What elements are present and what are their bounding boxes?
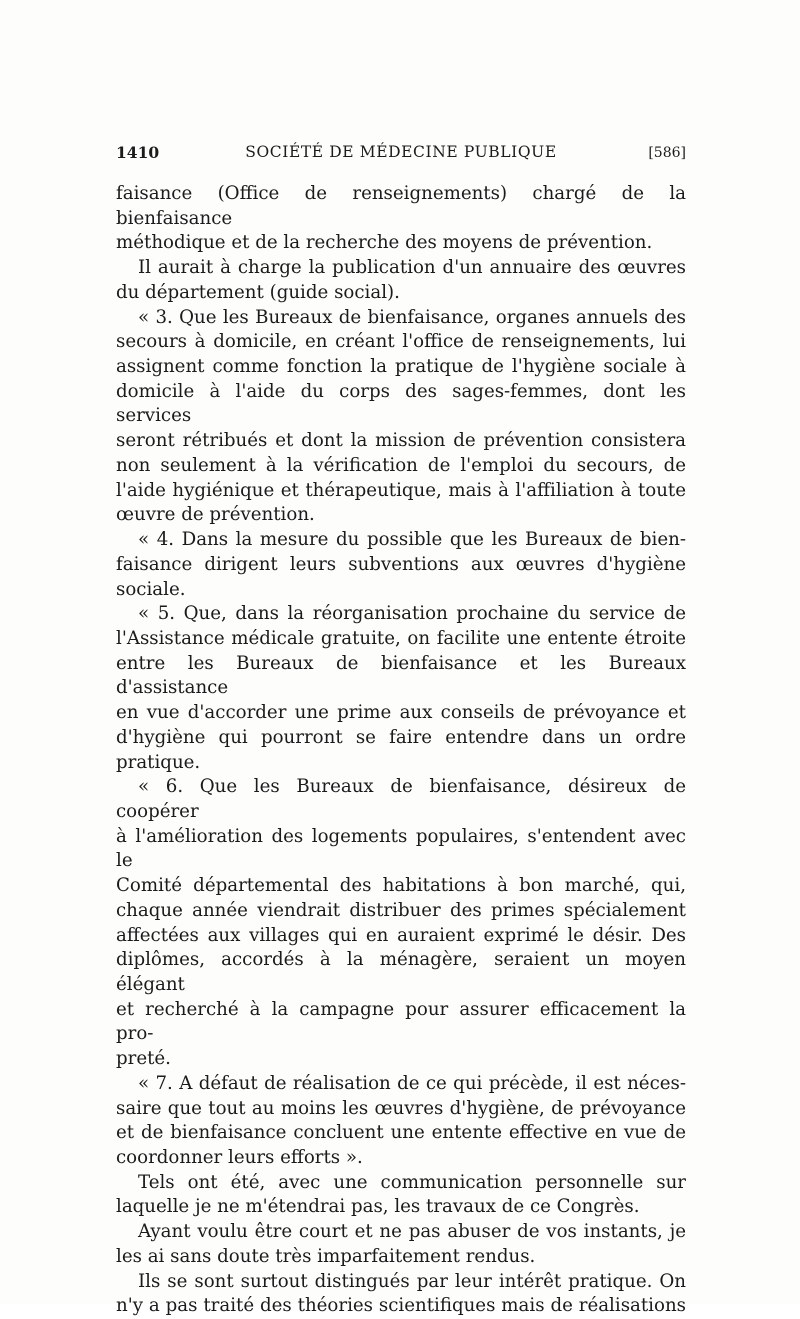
text-line: chaque année viendrait distribuer des primes spécialement (116, 899, 686, 921)
text-line: sociale. (116, 578, 186, 600)
text-line: saire que tout au moins les œuvres d'hygiène, de prévoyance (116, 1097, 686, 1119)
text-line: Ils se sont surtout distingués par leur intérêt pratique. On (138, 1270, 686, 1292)
text-line: « 3. Que les Bureaux de bienfaisance, organes annuels des (138, 306, 686, 328)
text-line: Ayant voulu être court et ne pas abuser de vos instants, je (138, 1221, 686, 1243)
text-line: assignent comme fonction la pratique de l'hygiène sociale à (116, 356, 686, 378)
text-line: entre les Bureaux de bienfaisance et les Bureaux d'assistance (116, 652, 686, 699)
body-text (116, 182, 686, 1319)
text-line: non seulement à la vérification de l'emploi du secours, de (116, 454, 686, 476)
text-line: « 5. Que, dans la réorganisation prochaine du service de (138, 603, 686, 625)
text-line: laquelle je ne m'étendrai pas, les travaux de ce Congrès. (116, 1196, 640, 1218)
text-line: du département (guide social). (116, 281, 400, 303)
text-line: œuvre de prévention. (116, 504, 315, 526)
text-line: Comité départemental des habitations à bon marché, qui, (116, 875, 686, 897)
text-line: seront rétribués et dont la mission de prévention consistera (116, 430, 686, 452)
text-line: domicile à l'aide du corps des sages-femmes, dont les services (116, 380, 686, 427)
text-line: preté. (116, 1048, 171, 1070)
text-line: l'aide hygiénique et thérapeutique, mais à l'affiliation à toute (116, 479, 686, 501)
text-line: les ai sans doute très imparfaitement rendus. (116, 1245, 536, 1267)
text-line: en vue d'accorder une prime aux conseils de prévoyance et (116, 702, 686, 724)
original-page-reference: [586] (648, 145, 686, 161)
text-line: « 4. Dans la mesure du possible que les Bureaux de bien- (138, 529, 686, 551)
text-line: faisance dirigent leurs subventions aux œuvres d'hygiène (116, 553, 686, 575)
running-header (116, 143, 686, 173)
running-title: SOCIÉTÉ DE MÉDECINE PUBLIQUE (245, 143, 557, 161)
text-line: « 6. Que les Bureaux de bienfaisance, désireux de coopérer (116, 776, 686, 822)
text-line: d'hygiène qui pourront se faire entendre dans un ordre (116, 726, 686, 748)
text-line: diplômes, accordés à la ménagère, seraient un moyen élégant (116, 949, 686, 995)
text-line: et de bienfaisance concluent une entente effective en vue de (116, 1122, 686, 1144)
text-line: affectées aux villages qui en auraient exprimé le désir. Des (116, 924, 686, 946)
text-line: coordonner leurs efforts ». (116, 1147, 363, 1169)
text-line: à l'amélioration des logements populaires, s'entendent avec le (116, 825, 686, 872)
text-line: n'y a pas traité des théories scientifiques mais de réalisations (116, 1295, 686, 1317)
text-line: « 7. A défaut de réalisation de ce qui précède, il est néces- (138, 1072, 686, 1094)
text-line: méthodique et de la recherche des moyens de prévention. (116, 232, 653, 254)
text-line: faisance (Office de renseignements) chargé de la bienfaisance (116, 183, 686, 229)
text-line: secours à domicile, en créant l'office de renseignements, lui (116, 331, 686, 353)
text-line: et recherché à la campagne pour assurer efficacement la pro- (116, 998, 686, 1045)
text-line: pratique. (116, 751, 201, 773)
text-line: l'Assistance médicale gratuite, on facilite une entente étroite (116, 627, 686, 649)
text-line: Il aurait à charge la publication d'un annuaire des œuvres (138, 257, 686, 279)
text-line: Tels ont été, avec une communication personnelle sur (138, 1171, 686, 1193)
page-number: 1410 (116, 143, 160, 162)
